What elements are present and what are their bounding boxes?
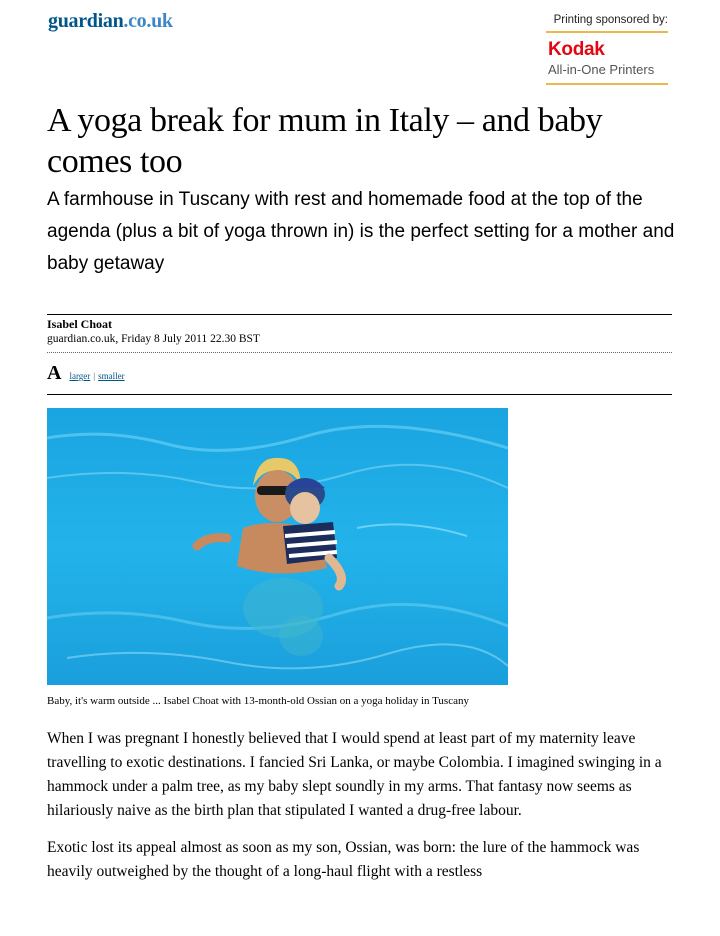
standfirst: A farmhouse in Tuscany with rest and homemade food at the top of the agenda (plus a bit of yoga thrown in) is the perfect setting for a mother and baby getaway (47, 189, 675, 274)
text-size-controls (47, 362, 125, 385)
logo-main: guardian (48, 10, 124, 32)
author-name[interactable]: Isabel Choat (47, 317, 113, 331)
body-paragraph: When I was pregnant I honestly believed that I would spend at least part of my maternity leave travelling to exotic destinations. I fancied Sri Lanka, or maybe Colombia. I imagined swinging in a hammock under a palm tree, as my baby slept soundly in my arms. That fantasy now seems as hilariously naive as the birth plan that stipulated I wanted a drug-free labour. (47, 730, 662, 819)
larger-link[interactable]: larger (69, 371, 91, 381)
logo-domain: .co.uk (123, 10, 173, 32)
article-body (47, 727, 677, 897)
article-photo (47, 408, 508, 685)
dateline: guardian.co.uk, Friday 8 July 2011 22.30 BST (47, 333, 260, 345)
sponsor-rule-top (546, 31, 668, 33)
kodak-logo[interactable]: Kodak (548, 39, 605, 60)
text-size-separator: | (93, 371, 96, 381)
smaller-link[interactable]: smaller (98, 371, 125, 381)
body-paragraph: Exotic lost its appeal almost as soon as my son, Ossian, was born: the lure of the hammock was heavily outweighed by the thought of a long-haul flight with a restless (47, 839, 640, 880)
headline: A yoga break for mum in Italy – and baby comes too (47, 102, 603, 180)
text-size-rule (47, 394, 672, 395)
sponsor-box (546, 14, 668, 85)
photo-caption: Baby, it's warm outside ... Isabel Choat with 13-month-old Ossian on a yoga holiday in Tuscany (47, 695, 469, 707)
sponsor-label: Printing sponsored by: (553, 14, 668, 26)
text-size-icon: A (47, 362, 62, 384)
guardian-logo[interactable] (48, 10, 173, 33)
sponsor-rule-bottom (546, 83, 668, 85)
sponsor-subtitle: All-in-One Printers (548, 62, 655, 77)
byline-rule (47, 314, 672, 315)
dotted-divider (47, 352, 672, 353)
